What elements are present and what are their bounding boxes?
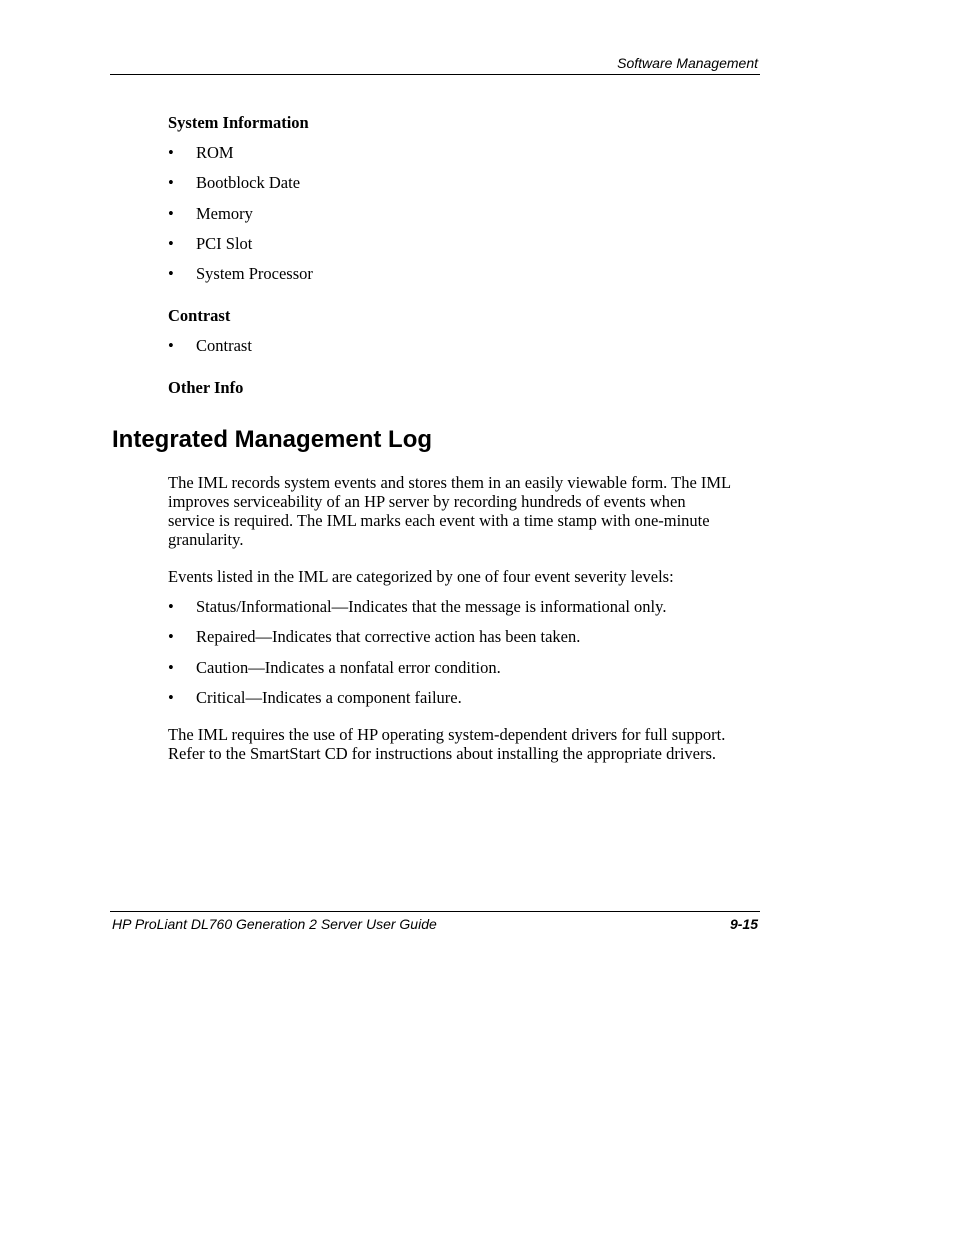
list-item-text: Contrast bbox=[196, 336, 252, 355]
other-info-heading: Other Info bbox=[168, 378, 244, 397]
paragraph-line: granularity. bbox=[168, 530, 244, 549]
paragraph-line: Events listed in the IML are categorized by one of four event severity levels: bbox=[168, 567, 674, 586]
list-item bbox=[168, 658, 501, 677]
list-item-text: Repaired—Indicates that corrective action has been taken. bbox=[196, 627, 581, 646]
system-information-heading: System Information bbox=[168, 113, 309, 132]
bullet-icon: • bbox=[168, 143, 174, 162]
list-item-text: Critical—Indicates a component failure. bbox=[196, 688, 462, 707]
paragraph-line: The IML requires the use of HP operating system-dependent drivers for full support. bbox=[168, 725, 726, 744]
list-item-text: Memory bbox=[196, 204, 253, 223]
list-item bbox=[168, 597, 666, 616]
section-heading: Integrated Management Log bbox=[112, 426, 433, 453]
bullet-icon: • bbox=[168, 336, 174, 355]
paragraph-line: improves serviceability of an HP server by recording hundreds of events when bbox=[168, 492, 686, 511]
page-number: 9-15 bbox=[729, 916, 758, 932]
bullet-icon: • bbox=[168, 627, 174, 646]
bullet-icon: • bbox=[168, 204, 174, 223]
contrast-heading: Contrast bbox=[168, 306, 231, 325]
bullet-icon: • bbox=[168, 597, 174, 616]
list-item-text: Caution—Indicates a nonfatal error condition. bbox=[196, 658, 501, 677]
header-section-title: Software Management bbox=[617, 55, 758, 71]
list-item-text: Bootblock Date bbox=[196, 173, 301, 192]
list-item bbox=[168, 173, 300, 192]
bullet-icon: • bbox=[168, 234, 174, 253]
paragraph-line: The IML records system events and stores them in an easily viewable form. The IML bbox=[168, 473, 732, 492]
list-item bbox=[168, 688, 462, 707]
list-item bbox=[168, 264, 313, 283]
paragraph-line: Refer to the SmartStart CD for instructions about installing the appropriate drivers. bbox=[168, 744, 717, 763]
bullet-icon: • bbox=[168, 173, 174, 192]
page-footer bbox=[110, 911, 760, 936]
list-item-text: PCI Slot bbox=[196, 234, 253, 253]
list-item bbox=[168, 627, 580, 646]
footer-guide-title: HP ProLiant DL760 Generation 2 Server User Guide bbox=[112, 916, 437, 932]
bullet-icon: • bbox=[168, 658, 174, 677]
iml-closing-paragraph bbox=[168, 725, 763, 763]
list-item bbox=[168, 143, 234, 162]
paragraph-line: service is required. The IML marks each event with a time stamp with one-minute bbox=[168, 511, 710, 530]
bullet-icon: • bbox=[168, 264, 174, 283]
list-item-text: Status/Informational—Indicates that the message is informational only. bbox=[196, 597, 667, 616]
list-item bbox=[168, 234, 252, 253]
list-item-text: System Processor bbox=[196, 264, 313, 283]
bullet-icon: • bbox=[168, 688, 174, 707]
list-item bbox=[168, 204, 253, 223]
severity-intro-paragraph bbox=[168, 567, 763, 586]
list-item bbox=[168, 336, 252, 355]
iml-intro-paragraph bbox=[168, 473, 763, 549]
page-header bbox=[110, 52, 760, 75]
list-item-text: ROM bbox=[196, 143, 234, 162]
